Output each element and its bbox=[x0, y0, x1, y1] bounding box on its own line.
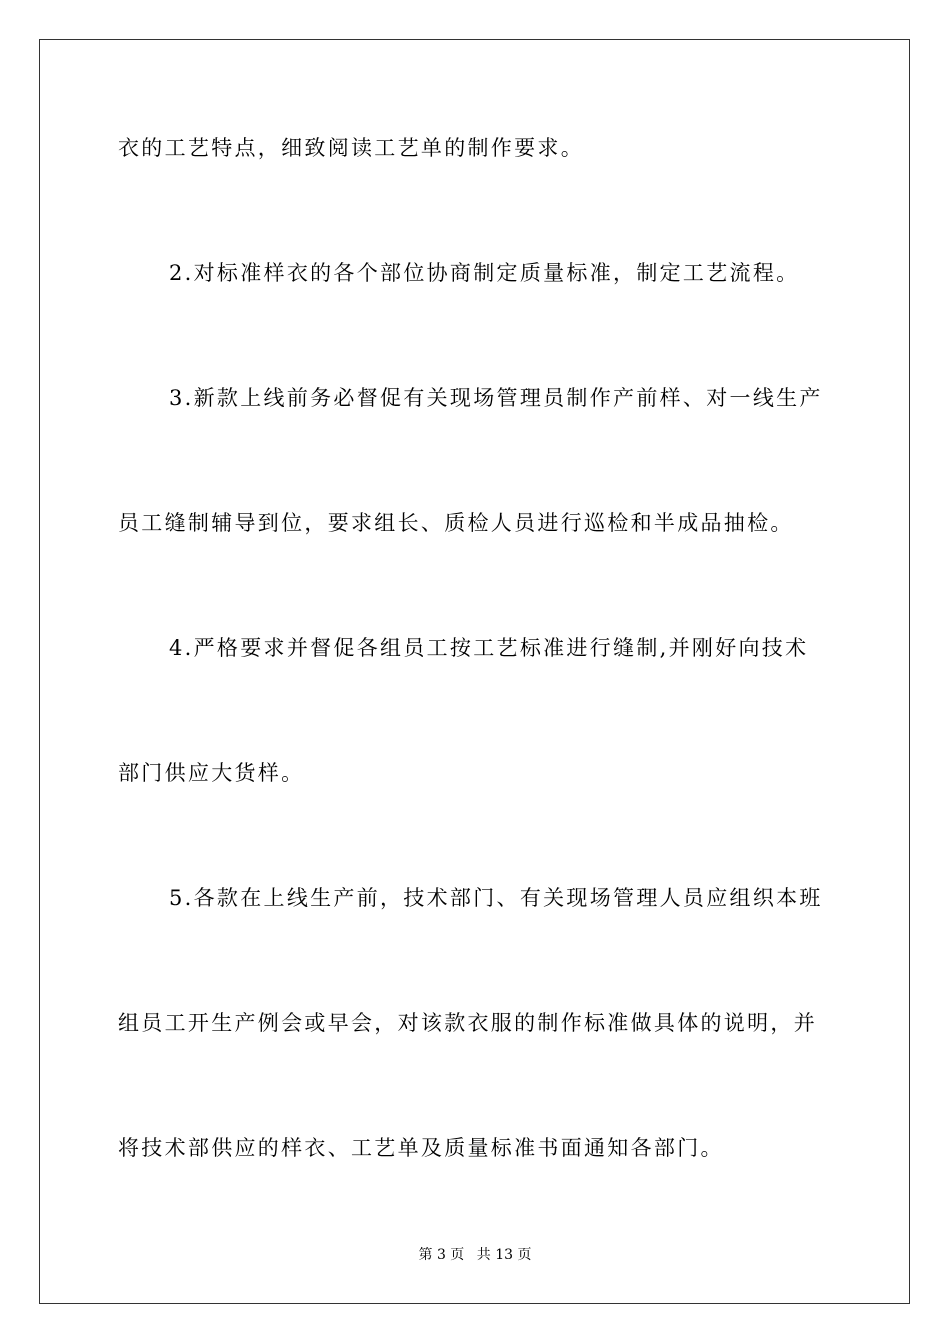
page-number: 第 3 页 bbox=[418, 1247, 465, 1263]
total-pages: 共 13 页 bbox=[476, 1247, 532, 1263]
paragraph-1-line-2: 衣的工艺特点，细致阅读工艺单的制作要求。 bbox=[118, 136, 584, 160]
paragraph-5-line-3: 将技术部供应的样衣、工艺单及质量标准书面通知各部门。 bbox=[118, 1136, 724, 1160]
paragraph-2: 2.对标准样衣的各个部位协商制定质量标准，制定工艺流程。 bbox=[169, 261, 800, 285]
page-footer bbox=[0, 1245, 950, 1265]
paragraph-4-line-1: 4.严格要求并督促各组员工按工艺标准进行缝制,并刚好向技术 bbox=[169, 636, 809, 660]
paragraph-3-line-2: 员工缝制辅导到位，要求组长、质检人员进行巡检和半成品抽检。 bbox=[118, 511, 794, 535]
paragraph-4-line-2: 部门供应大货样。 bbox=[118, 761, 305, 785]
paragraph-5-line-2: 组员工开生产例会或早会，对该款衣服的制作标准做具体的说明，并 bbox=[118, 1011, 817, 1035]
paragraph-5-line-1: 5.各款在上线生产前，技术部门、有关现场管理人员应组织本班 bbox=[169, 886, 823, 910]
page-border bbox=[39, 39, 910, 1304]
paragraph-3-line-1: 3.新款上线前务必督促有关现场管理员制作产前样、对一线生产 bbox=[169, 386, 823, 410]
